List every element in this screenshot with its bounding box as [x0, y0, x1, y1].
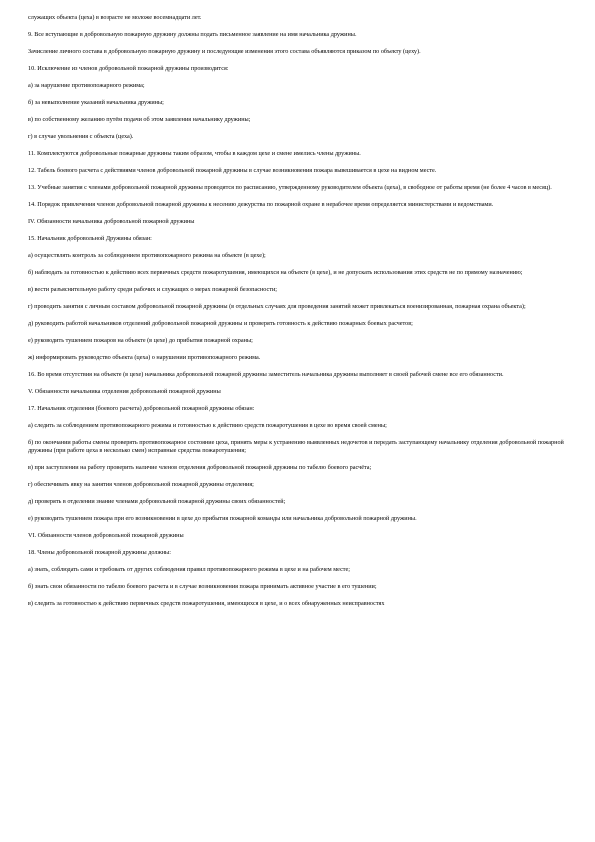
section-heading-5: V. Обязанности начальника отделения добровольной пожарной дружины: [28, 388, 221, 395]
paragraph-24: 17. Начальник отделения (боевого расчета) добровольной пожарной дружины обязан:: [28, 405, 255, 412]
paragraph-18: г) проводить занятия с личным составом добровольной пожарной дружины (в отдельных случаях для проведения занятий может привлекаться военизированная, пожарная охрана объекта);: [28, 303, 526, 310]
paragraph-21: ж) информировать руководство объекта (цеха) о нарушении противопожарного режима.: [28, 354, 261, 361]
paragraph-8: г) в случае увольнения с объекта (цеха).: [28, 133, 134, 140]
paragraph-17: в) вести разъяснительную работу среди рабочих и служащих о мерах пожарной безопасности;: [28, 286, 277, 293]
paragraph-33: а) знать, соблюдать сами и требовать от других соблюдения правил противопожарного режима в цехе и на рабочем месте;: [28, 566, 350, 574]
paragraph-11: 13. Учебные занятия с членами добровольной пожарной дружины проводятся по расписанию, утвержденному руководителем объекта (цеха), в свободное от работы время (не более 4 часов в месяц).: [28, 184, 552, 191]
paragraph-2: 9. Все вступающие в добровольную пожарную дружину должны подать письменное заявление на имя начальника дружины.: [28, 31, 357, 38]
paragraph-30: е) руководить тушением пожара при его возникновении в цехе до прибытия пожарной команды или начальника добровольной пожарной дружины.: [28, 515, 417, 523]
paragraph-12: 14. Порядок привлечения членов добровольной пожарной дружины к несению дежурства по пожарной охране в нерабочее время определяется министерствами и ведомствами.: [28, 201, 494, 208]
paragraph-28: г) обеспечивать явку на занятия членов добровольной пожарной дружины отделения;: [28, 481, 254, 489]
paragraph-9: 11. Комплектуются добровольные пожарные дружины таким образом, чтобы в каждом цехе и смене имелись члены дружины.: [28, 150, 361, 157]
section-heading-4: IV. Обязанности начальника добровольной пожарной дружины: [28, 218, 195, 225]
paragraph-1: служащих объекта (цеха) в возрасте не моложе восемнадцати лет.: [28, 14, 202, 21]
section-heading-6: VI. Обязанности членов добровольной пожарной дружины: [28, 532, 184, 540]
paragraph-26: б) по окончании работы смены проверять противопожарное состояние цеха, принять меры к устранению выявленных недочетов и передать заступающему начальнику отделения добровольной пожарной дружины (при работе цеха в несколько смен) исправные средства пожаротушения;: [28, 439, 564, 455]
paragraph-35: в) следить за готовностью к действию первичных средств пожаротушения, имеющихся в цехе, и о всех обнаруженных неисправностях: [28, 600, 385, 608]
paragraph-5: а) за нарушение противопожарного режима;: [28, 82, 145, 89]
paragraph-15: а) осуществлять контроль за соблюдением противопожарного режима на объекте (в цехе);: [28, 252, 266, 259]
paragraph-32: 18. Члены добровольной пожарной дружины должны:: [28, 549, 171, 557]
paragraph-16: б) наблюдать за готовностью к действию всех первичных средств пожаротушения, имеющихся на объекте (в цехе), и не допускать использования этих средств не по прямому назначению;: [28, 269, 523, 276]
paragraph-14: 15. Начальник добровольной Дружины обязан:: [28, 235, 152, 242]
paragraph-25: а) следить за соблюдением противопожарного режима и готовностью к действию средств пожаротушения в цехе во время своей смены;: [28, 422, 387, 429]
paragraph-3: Зачисление личного состава в добровольную пожарную дружину и последующие изменения этого состава объявляются приказом по объекту (цеху).: [28, 48, 421, 55]
paragraph-29: д) проверять в отделении знание членами добровольной пожарной дружины своих обязанностей;: [28, 498, 286, 506]
paragraph-20: е) руководить тушением пожаров на объекте (в цехе) до прибытия пожарной охраны;: [28, 337, 253, 344]
paragraph-10: 12. Табель боевого расчета с действиями членов добровольной пожарной дружины в случае возникновения пожара вывешивается в цехе на видном месте.: [28, 167, 437, 174]
paragraph-19: д) руководить работой начальников отделений добровольной пожарной дружины и проверять готовность к действию пожарных боевых расчетов;: [28, 320, 413, 327]
paragraph-27: в) при заступлении на работу проверить наличие членов отделения добровольной пожарной дружины по табелю боевого расчёта;: [28, 464, 372, 472]
paragraph-22: 16. Во время отсутствия на объекте (в цехе) начальника добровольной пожарной дружины заместитель начальника дружины выполняет в своей рабочей смене все его обязанности.: [28, 371, 504, 378]
paragraph-6: б) за невыполнение указаний начальника дружины;: [28, 99, 164, 106]
paragraph-4: 10. Исключение из членов добровольной пожарной дружины производится:: [28, 65, 229, 72]
paragraph-34: б) знать свои обязанности по табелю боевого расчета и в случае возникновения пожара принимать активное участие в его тушении;: [28, 583, 377, 591]
paragraph-7: в) по собственному желанию путём подачи об этом заявления начальнику дружины;: [28, 116, 251, 123]
